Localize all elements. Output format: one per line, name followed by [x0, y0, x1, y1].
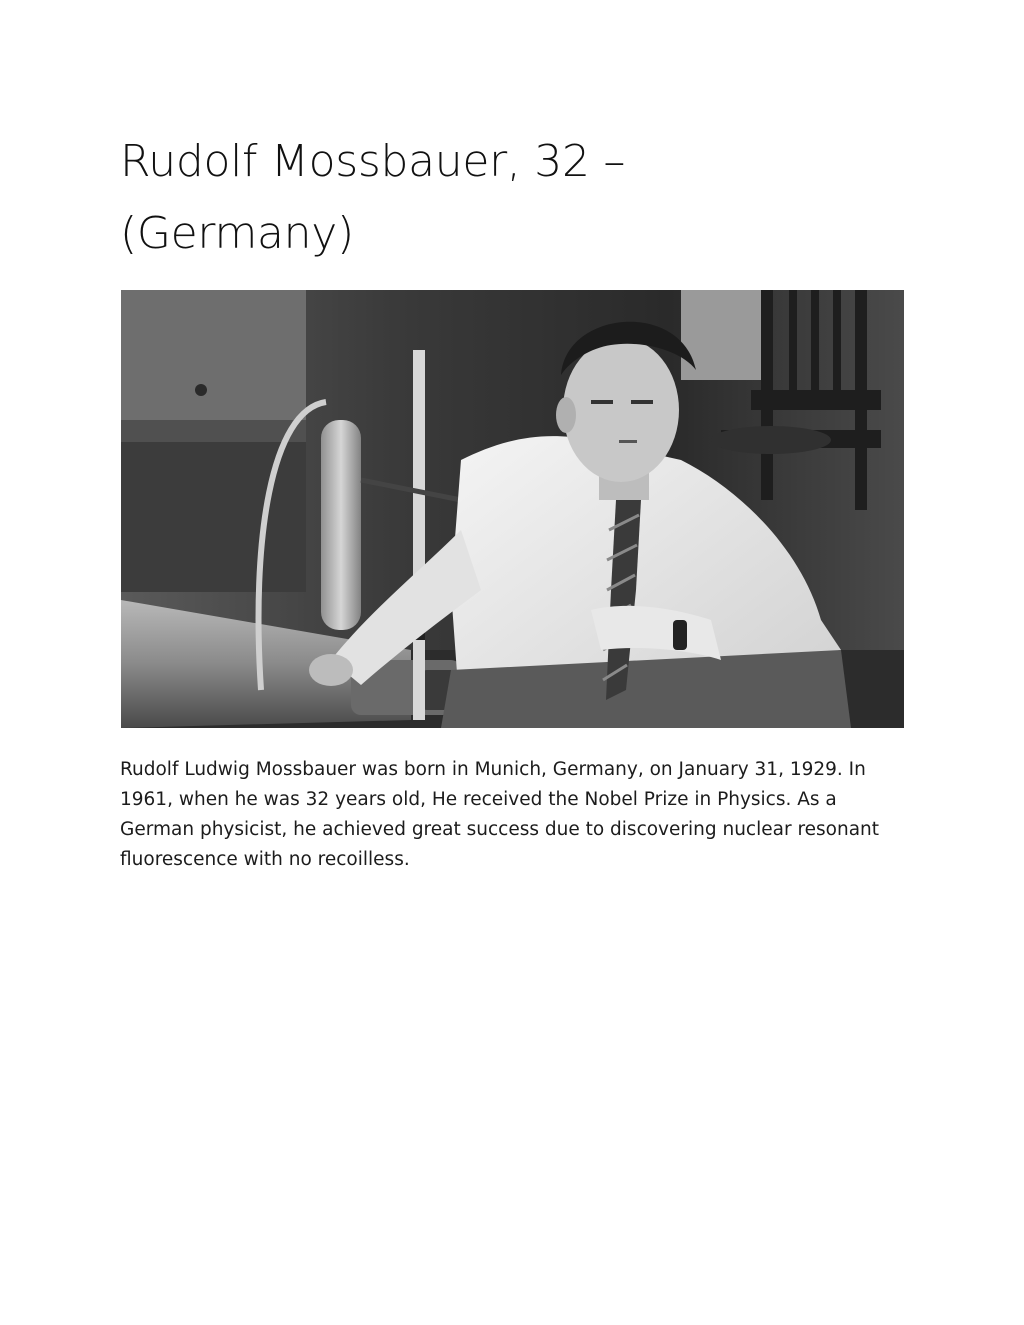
article-title-line1: Rudolf Mossbauer, 32 –	[120, 136, 626, 187]
article-title	[120, 126, 760, 270]
scientist-photo	[121, 290, 904, 728]
article-paragraph: Rudolf Ludwig Mossbauer was born in Munich, Germany, on January 31, 1929. In 1961, when he was 32 years old, He received the Nobel Prize in Physics. As a German physicist, he achieved great success due to discovering nuclear resonant fluorescence with no recoilless.	[120, 759, 880, 870]
article-title-line2: (Germany)	[120, 208, 354, 259]
